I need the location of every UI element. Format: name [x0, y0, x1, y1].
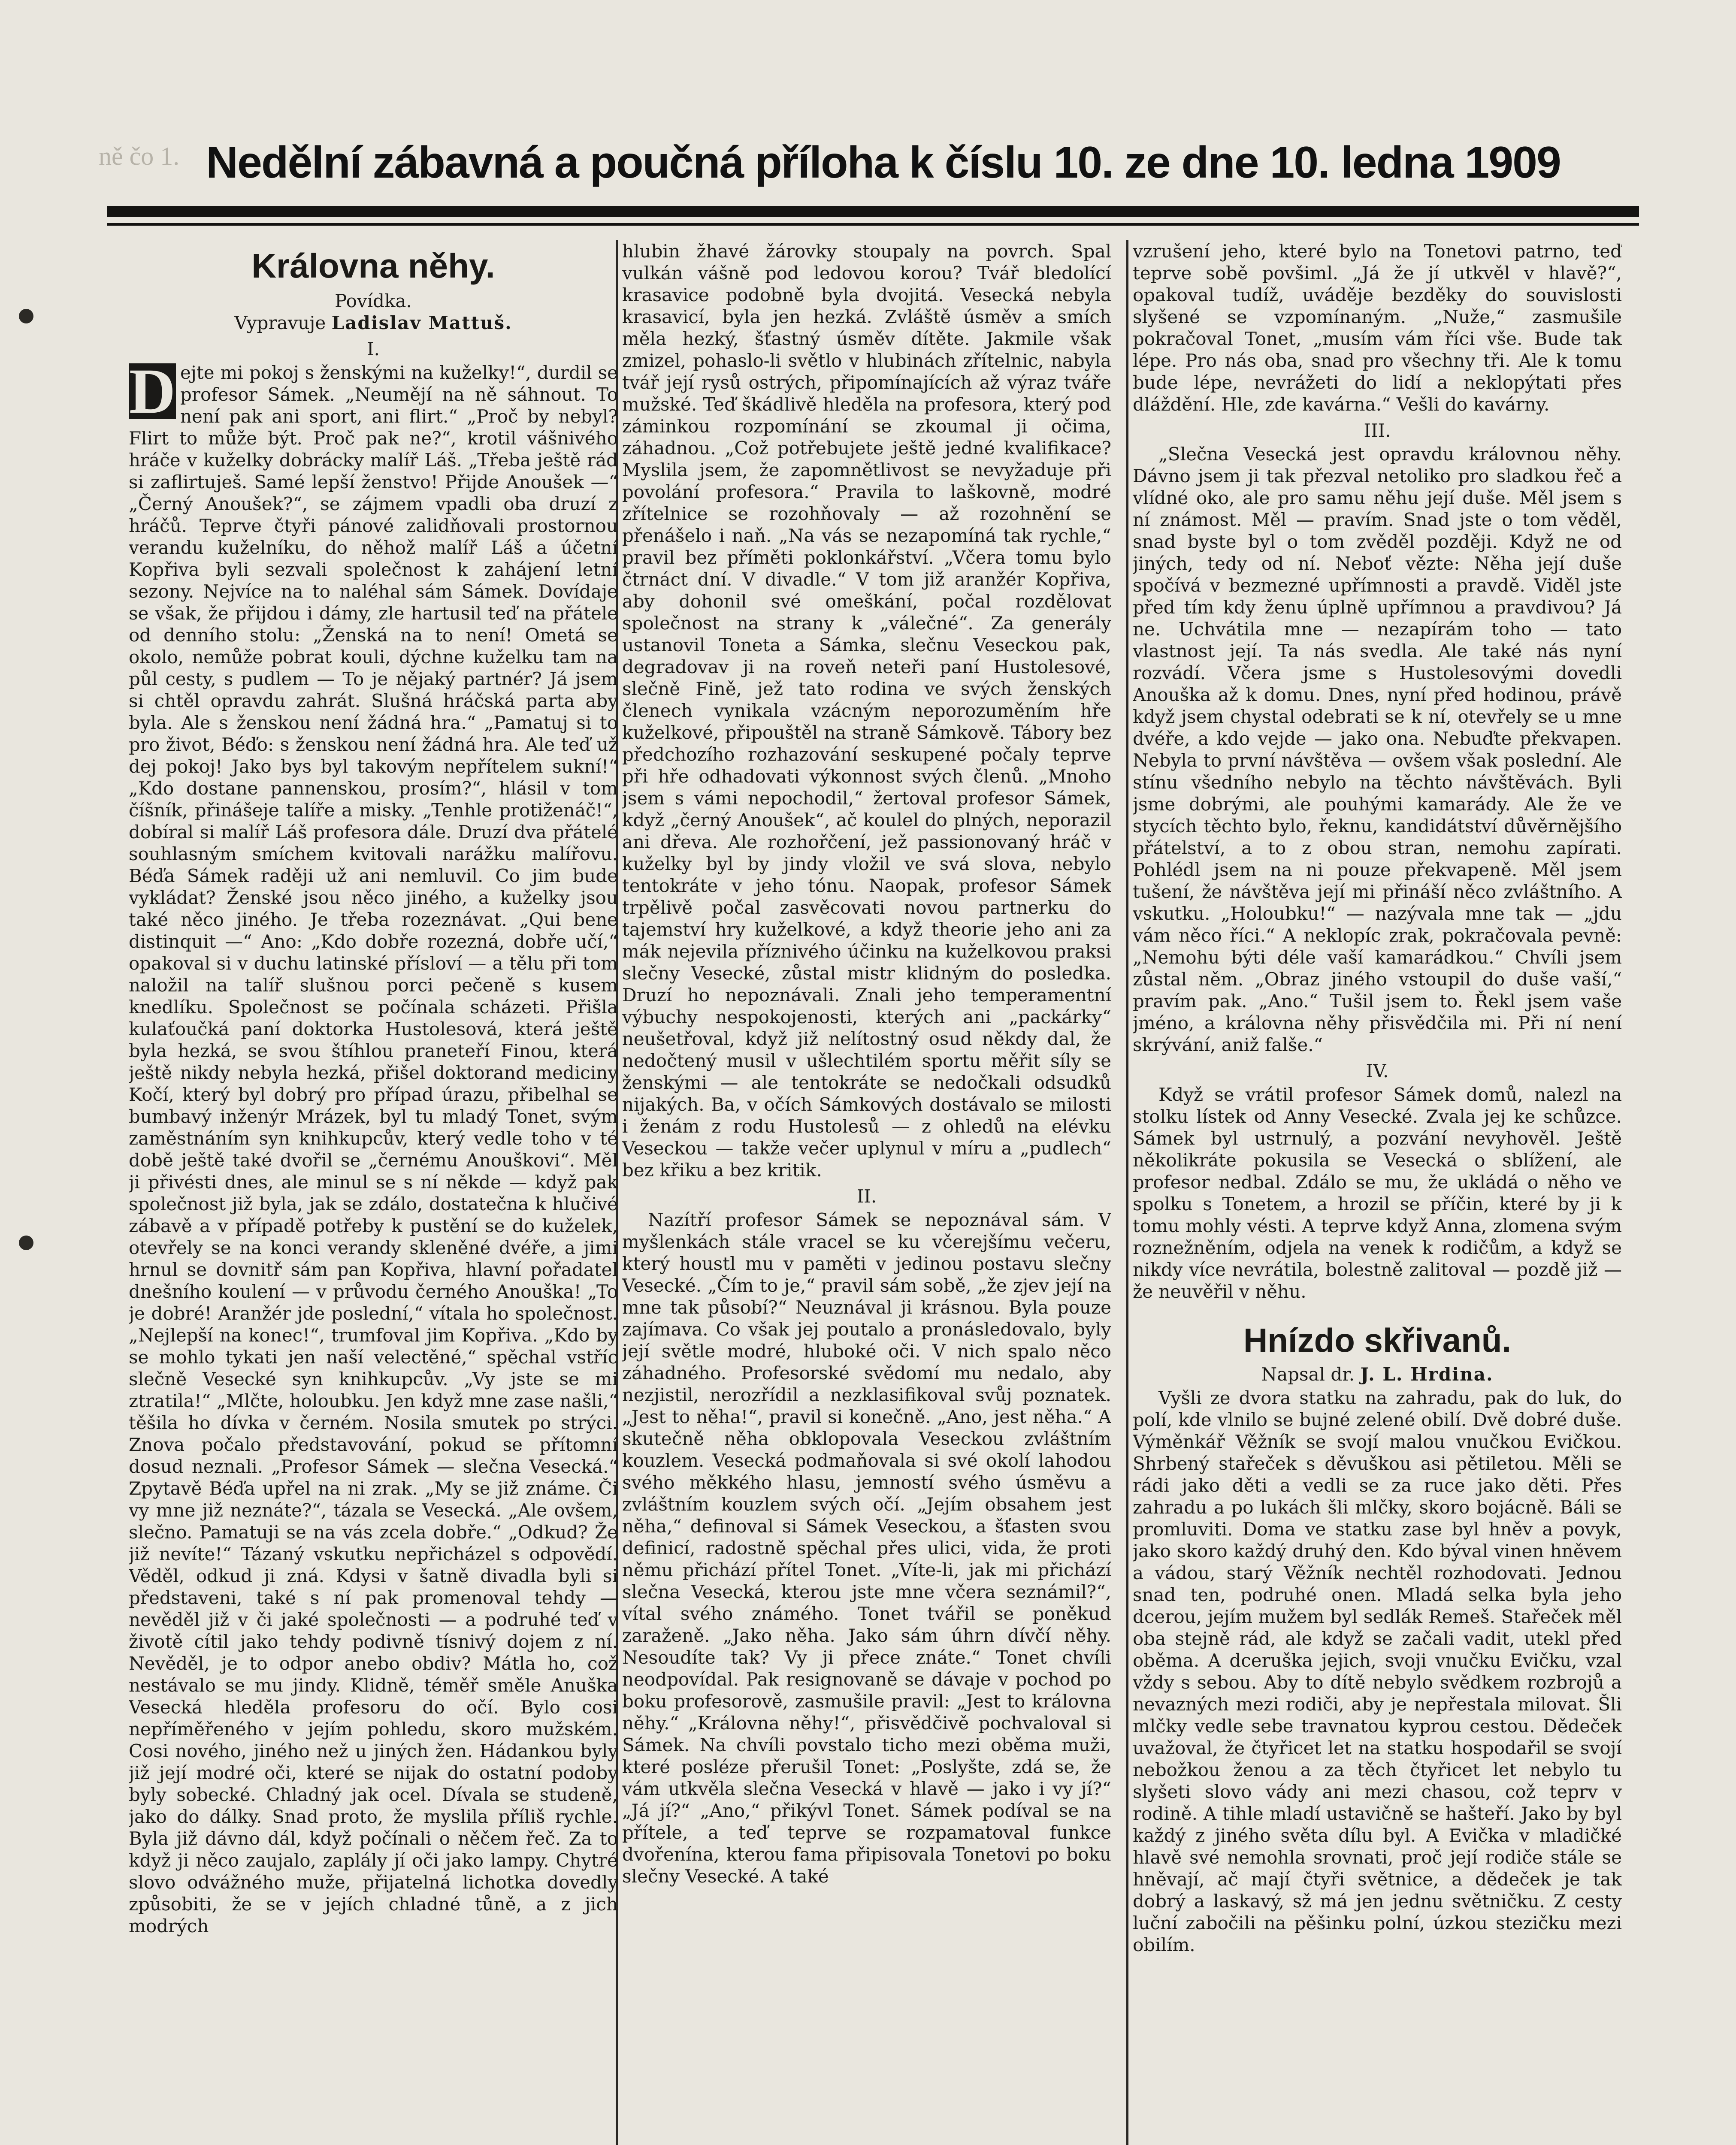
masthead-rule: [107, 206, 1639, 217]
author-name: Ladislav Mattuš.: [331, 312, 512, 333]
story-title: Hnízdo skřivanů.: [1243, 1321, 1512, 1359]
byline-prefix: Vypravuje: [234, 312, 326, 333]
section-number: I.: [367, 338, 380, 360]
article-text: Když se vrátil profesor Sámek domů, nalezl na stolku lístek od Anny Vesecké. Zvala jej ke schůzce. Sámek byl ustrnulý, a pozvání nevyhověl. Ještě několikráte pokusila se Vesecká o sblížení, ale profesor nedbal. Zdálo se mu, že ukládá o něho ve spolku s Tonetem, a hrozil se příčin, které by ji k tomu mohly vésti. A teprve když Anna, zlomena svým roznežněním, odjela na venek k rodičům, a když se nikdy více nevrátila, bolestně zalitoval — pozdě již — že neuvěřil v něhu.: [1133, 1084, 1622, 1302]
masthead-rule-thin: [107, 223, 1639, 226]
article-text: vzrušení jeho, které bylo na Tonetovi patrno, teď teprve sobě povšiml. „Já že jí utkvěl v hlavě?“, opakoval tudíž, uváděje bezděky do souvislosti slyšené se vzpomínaným. „Nuže,“ zasmušile pokračoval Tonet, „musím vám říci vše. Bude tak lépe. Pro nás oba, snad pro všechny tři. Ale k tomu bude lépe, nevrážeti do lidí a neklopýtati přes dláždění. Hle, zde kavárna.“ Vešli do kavárny.: [1133, 241, 1622, 415]
article-text: „Slečna Vesecká jest opravdu královnou něhy. Dávno jsem ji tak přezval netoliko pro sladkou řeč a vlídné oko, ale pro samu něhu její duše. Měl jsem s ní známost. Měl — pravím. Snad jste o tom věděl, snad byste byl o tom zvěděl později. Když ne od jiných, tedy od ní. Neboť vězte: Něha její duše spočívá v bezmezné upřímnosti a pravdě. Viděl jste před tím kdy ženu úplně upřímnou a pravdivou? Já ne. Uchvátila mne — nezapírám toho — tato vlastnost její. Ta nás svedla. Ale také nás nyní rozvádí. Včera jsme s Hustolesovými dovedli Anouška až k domu. Dnes, nyní před hodinou, právě když jsem chystal odebrati se k ní, otevřely se u mne dvéře, a kdo vejde — jako ona. Nebuďte překvapen. Nebyla to první návštěva — ovšem však poslední. Ale stínu všedního nebylo na těchto návštěvách. Byli jsme dobrými, ale pouhými kamarády. Ale že ve stycích těchto bylo, řeknu, kandidátství důvěrnějšího přátelství, a to z obou stran, nemohu zapírati. Pohlédl jsem na ni pouze překvapeně. Měl jsem tušení, že návštěva její mi přináší něco zvláštního. A vskutku. „Holoubku!“ — nazývala mne tak — „jdu vám něco říci.“ A neklopíc zrak, pokračovala pevně: „Nemohu býti déle vaší kamarádkou.“ Chvíli jsem zůstal něm. „Obraz jiného vstoupil do duše vaší,“ pravím pak. „Ano.“ Tušil jsem to. Řekl jsem vaše jméno, a královna něhy přisvědčila mi. Při ní není skrývání, aniž falše.“: [1133, 444, 1622, 1055]
section-number: II.: [856, 1186, 877, 1207]
column-1: [129, 240, 618, 2145]
punch-hole: [19, 1236, 33, 1250]
story-byline: [1133, 1363, 1622, 1385]
section-number: III.: [1364, 420, 1391, 441]
story-byline: [129, 312, 618, 334]
article-text: Nazítří profesor Sámek se nepoznával sám. V myšlenkách stále vracel se ku včerejšímu večeru, který houstl mu v paměti v jedinou postavu slečny Vesecké. „Čím to je,“ pravil sám sobě, „že zjev její na mne tak působí?“ Neuznával ji krásnou. Byla pouze zajímava. Co však jej poutalo a pronásledovalo, byly její světle modré, hluboké oči. V nich spalo něco záhadného. Profesorské svědomí mu nedalo, aby nezjistil, nerozřídil a nezklasifikoval svůj poznatek. „Jest to něha!“, pravil si konečně. „Ano, jest něha.“ A skutečně něha obklopovala Veseckou zvláštním kouzlem. Vesecká podmaňovala si své okolí lahodou svého měkkého hlasu, jemností svého úsměvu a zvláštním kouzlem svých očí. „Jejím obsahem jest něha,“ definoval si Sámek Veseckou, a šťasten svou definicí, radostně spěchal přes ulici, vida, že proti němu přichází přítel Tonet. „Víte-li, jak mi přichází slečna Vesecká, kterou jste mne včera seznámil?“, vítal svého známého. Tonet tvářil se poněkud zaraženě. „Jako něha. Jako sám úhrn dívčí něhy. Nesoudíte tak? Vy ji přece znáte.“ Tonet chvíli neodpovídal. Pak resignovaně se dávaje v pochod po boku profesorově, zasmušile pravil: „Jest to královna něhy.“ „Královna něhy!“, přisvědčivě pochvaloval si Sámek. Na chvíli povstalo ticho mezi oběma muži, které posléze přerušil Tonet: „Poslyšte, zdá se, že vám utkvěla slečna Vesecká v hlavě — jako i vy jí?“ „Já jí?“ „Ano,“ přikývl Tonet. Sámek podíval se na přítele, a teď teprve se rozpamatoval funkce dvořenína, kterou fama připisovala Tonetovi po boku slečny Vesecké. A také: [622, 1209, 1111, 1887]
byline-prefix: Napsal dr.: [1261, 1364, 1355, 1385]
article-text: Vyšli ze dvora statku na zahradu, pak do luk, do polí, kde vlnilo se bujné zelené obilí. Dvě dobré duše. Výměnkář Věžník se svojí malou vnučkou Evičkou. Shrbený stařeček s děvuškou asi pětiletou. Měli se rádi jako děti a vedli se za ruce jako děti. Přes zahradu a po lukách šli mlčky, skoro bojácně. Báli se promluviti. Doma ve statku zase byl hněv a povyk, jako skoro každý druhý den. Kdo býval vinen hněvem a vádou, starý Věžník nechtěl rozhodovati. Jednou snad ten, podruhé onen. Mladá selka byla jeho dcerou, jejím mužem byl sedlák Remeš. Stařeček měl oba stejně rád, ale když se začali vadit, utekl před oběma. A dceruška jejich, svoji vnučku Evičku, vzal vždy s sebou. Aby to dítě nebylo svědkem rozbrojů a nevazných mezi rodiči, aby je nepřestala milovat. Šli mlčky vedle sebe travnatou kyprou cestou. Dědeček uvažoval, že čtyřicet let na statku hospodařil se svojí nebožkou ženou a za těch čtyřicet let nebylo tu slyšeti slovo vády ani mezi chasou, což teprv v rodině. A tihle mladí ustavičně se hašteří. Jako by byl každý z jiného světa dílu byl. A Evička v mladičké hlavě své nemohla srovnati, proč její rodiče stále se hněvají, ač mají čtyři světnice, a dědeček je tak dobrý a laskavý, sž má jen jednu světničku. Z cesty luční zabočili na pěšinku polní, úzkou stezičku mezi obilím.: [1133, 1387, 1622, 1955]
column-divider: [1126, 240, 1128, 2145]
story-title: Královna něhy.: [251, 247, 495, 285]
author-name: J. L. Hrdina.: [1360, 1364, 1494, 1385]
masthead-title: Nedělní zábavná a poučná příloha k číslu 10. ze dne 10. ledna 1909: [206, 138, 1561, 187]
article-text: hlubin žhavé žárovky stoupaly na povrch. Spal vulkán vášně pod ledovou korou? Tvář bledolící krasavice podobně byla dvojitá. Vesecká nebyla krasavicí, byla jen hezká. Zvláště úsměv a smích měla hezký, šťastný úsměv dítěte. Jakmile však zmizel, pohaslo-li světlo v hlubinách zřítelnic, nabyla tvář její rysů ostrých, připomínajících až výraz tváře mužské. Teď škádlivě hleděla na profesora, který pod záminkou rozpomínání se zkoumal ji očima, záhadnou. „Což potřebujete ještě jedné kvalifikace? Myslila jsem, že zapomnětlivost se nevyžaduje při povolání profesora.“ Pravila to laškovně, modré zřítelnice se rozohňovaly — až rozohnění se přenášelo i naň. „Na vás se nezapomíná tak rychle,“ pravil bez příměti poklonkářství. „Včera tomu bylo čtrnáct dní. V divadle.“ V tom již aranžér Kopřiva, aby dohonil své omeškání, počal rozdělovat společnost na strany k „válečné“. Za generály ustanovil Toneta a Sámka, slečnu Veseckou pak, degradovav ji na roveň neteři paní Hustolesové, slečně Fině, jež tato rodina ve svých ženských členech vynikala vzácným neporozuměním hře kuželkové, připouštěl na straně Sámkově. Tábory bez předchozího rozhazování seskupené počaly teprve při hře odhadovati výkonnost svých členů. „Mnoho jsem s vámi nepochodil,“ žertoval profesor Sámek, když „černý Anoušek“, ač koulel do plných, neporazil ani dřeva. Ale rozhořčení, jež passionovaný hráč v kuželky byl by jindy vložil ve svá slova, nebylo tentokráte v jeho tónu. Naopak, profesor Sámek trpělivě počal zasvěcovati novou partnerku do tajemství hry kuželkové, a když theorie jeho ani za mák nejevila příznivého účinku na kuželkovou praksi slečny Vesecké, zůstal mistr klidným do posledka. Druzí ho nepoznávali. Znali jeho temperamentní výbuchy nespokojenosti, kterých ani „packárky“ neušetřoval, když již nelítostný osud někdy dal, že nedočtený musil v ušlechtilém sportu měřit síly se ženskými — ale tentokráte se nedočkali odsudků nijakých. Ba, v očích Sámkových dostávalo se milosti i ženám z rodu Hustolesů — z ohledů na elévku Veseckou — takže večer uplynul v míru a „pudlech“ bez křiku a bez kritik.: [622, 241, 1111, 1181]
story-subtitle: Povídka.: [335, 290, 412, 311]
column-2: [622, 240, 1111, 2145]
drop-cap: D: [129, 356, 176, 427]
column-3: [1133, 240, 1622, 2145]
bleed-through-text: ně čo 1.: [99, 142, 180, 170]
punch-hole: [19, 309, 33, 323]
article-text: ejte mi pokoj s ženskými na kuželky!“, durdil se profesor Sámek. „Neumějí na ně sáhnout. To není pak ani sport, ani flirt.“ „Proč by nebyl? Flirt to může být. Proč pak ne?“, krotil vášnivého hráče v kuželky dobrácky malíř Láš. „Třeba ještě rád si zaflirtuješ. Samé lepší ženstvo! Přijde Anoušek —“ „Černý Anoušek?“, se zájmem vpadli oba druzí z hráčů. Teprve čtyři pánové zalidňovali prostornou verandu kuželníku, do něhož malíř Láš a účetní Kopřiva byli sezvali společnost k zahájení letní sezony. Nejvíce na to naléhal sám Sámek. Dovídaje se však, že přijdou i dámy, zle hartusil teď na přátele od denního stolu: „Ženská na to není! Ometá se okolo, nemůže pobrat kouli, dýchne kuželku tam na půl cesty, s pudlem — To je nějaký partnér? Já jsem si chtěl opravdu zahrát. Slušná hráčská parta aby byla. Ale s ženskou není žádná hra.“ „Pamatuj si to pro život, Béďo: s ženskou není žádná hra. Ale teď už dej pokoj! Jako bys byl takovým nepřítelem sukní!“ „Kdo dostane pannenskou, prosím?“, hlásil v tom číšník, přinášeje talíře a misky. „Tenhle protiženáč!“, dobíral si malíř Láš profesora dále. Druzí dva přátelé souhlasným smíchem kvitovali narážku malířovu. Béďa Sámek raději už ani nemluvil. Co jim bude vykládat? Ženské jsou něco jiného, a kuželky jsou také něco jiného. Je třeba rozeznávat. „Qui bene distinquit —“ Ano: „Kdo dobře rozezná, dobře učí,“ opakoval si v duchu latinské přísloví — a tělu při tom naložil na talíř slušnou porci pečeně s kusem knedlíku. Společnost se počínala scházeti. Přišla kulaťoučká paní doktorka Hustolesová, která ještě byla hezká, se svou štíhlou praneteří Finou, která ještě nikdy nebyla hezká, přišel doktorand mediciny Kočí, který byl dobrý pro případ úrazu, přibelhal se bumbavý inženýr Mrázek, byl tu mladý Tonet, svým zaměstnáním syn knihkupcův, který vedle toho v té době ještě také dvořil se „černému Anouškovi“. Měl ji přivésti dnes, ale minul se s ní někde — když pak společnost již byla, jak se zdálo, dostatečna k hlučivé zábavě a v případě potřeby k pustění se do kuželek, otevřely se na konci verandy skleněné dvéře, a jimi hrnul se dovnitř sám pan Kopřiva, hlavní pořadatel dnešního koulení — v průvodu černého Anouška! „To je dobré! Aranžér jde poslední,“ vítala ho společnost. „Nejlepší na konec!“, trumfoval jim Kopřiva. „Kdo by se mohlo tykati jen naší velectěné,“ spěchal vstříc slečně Vesecké syn knihkupcův. „Vy jste se mi ztratila!“ „Mlčte, holoubku. Jen když mne zase našli,“ těšila ho dívka v černém. Nosila smutek po strýci. Znova počalo představování, pokud se přítomní dosud neznali. „Profesor Sámek — slečna Vesecká.“ Zpytavě Béďa upřel na ni zrak. „My se již známe. Či vy mne již neznáte?“, tázala se Vesecká. „Ale ovšem, slečno. Pamatuji se na vás zcela dobře.“ „Odkud? Že již nevíte!“ Tázaný vskutku nepřicházel s odpovědí. Věděl, odkud ji zná. Kdysi v šatně divadla byli si představeni, také s ní pak promenoval tehdy — nevěděl již v či jaké společnosti — a podruhé teď v životě cítil jako tehdy podivně tísnivý dojem z ní. Nevěděl, je to odpor anebo obdiv? Mátla ho, což nestávalo se mu jindy. Klidně, téměř směle Anuška Vesecká hleděla profesoru do očí. Bylo cosi nepříměřeného v jejím pohledu, skoro mužském. Cosi nového, jiného než u jiných žen. Hádankou byly již její modré oči, které se nijak do ostatní podoby byly sobecké. Chladný jak ocel. Dívala se studeně, jako do dálky. Snad proto, že myslila příliš rychle. Byla již dávno dál, když počínali o něčem řeč. Za to když ji něco zaujalo, zaplály jí oči jako lampy. Chytré slovo odvážného muže, přijatelná lichotka dovedly způsobiti, že se v jejích chladné tůně, a z jich modrých: [129, 362, 618, 1937]
section-number: IV.: [1366, 1060, 1389, 1082]
